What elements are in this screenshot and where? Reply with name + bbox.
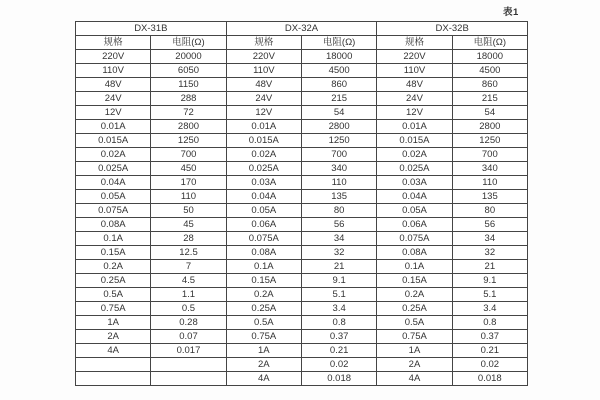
table-header [76, 22, 528, 50]
spec-cell: 48V [377, 78, 452, 92]
table-row [76, 344, 528, 358]
spec-cell: 110V [76, 64, 151, 78]
resistance-cell: 110 [301, 176, 376, 190]
resistance-cell: 72 [151, 106, 226, 120]
resistance-cell: 135 [452, 190, 527, 204]
spec-cell: 24V [76, 92, 151, 106]
spec-cell: 0.5A [76, 288, 151, 302]
spec-cell: 48V [226, 78, 301, 92]
resistance-cell: 0.8 [301, 316, 376, 330]
resistance-cell: 860 [301, 78, 376, 92]
spec-cell: 0.2A [76, 260, 151, 274]
spec-cell: 0.1A [377, 260, 452, 274]
table-row [76, 232, 528, 246]
resistance-cell: 0.37 [452, 330, 527, 344]
resistance-cell: 2800 [301, 120, 376, 134]
spec-cell: 4A [377, 372, 452, 386]
spec-cell: 0.25A [226, 302, 301, 316]
resistance-column-header: 电阻(Ω) [151, 36, 226, 50]
spec-cell: 4A [226, 372, 301, 386]
spec-cell: 0.03A [226, 176, 301, 190]
table-row [76, 260, 528, 274]
resistance-cell: 9.1 [301, 274, 376, 288]
resistance-cell: 3.4 [452, 302, 527, 316]
table-row [76, 162, 528, 176]
spec-cell: 220V [377, 50, 452, 64]
spec-cell: 0.08A [76, 218, 151, 232]
spec-cell [76, 372, 151, 386]
spec-cell: 24V [377, 92, 452, 106]
spec-cell: 0.05A [377, 204, 452, 218]
resistance-cell: 18000 [301, 50, 376, 64]
resistance-cell: 4500 [301, 64, 376, 78]
spec-cell: 0.05A [226, 204, 301, 218]
resistance-cell: 5.1 [301, 288, 376, 302]
resistance-cell: 0.018 [452, 372, 527, 386]
spec-cell: 0.2A [377, 288, 452, 302]
resistance-cell: 1250 [151, 134, 226, 148]
spec-cell: 1A [377, 344, 452, 358]
table-row [76, 190, 528, 204]
resistance-cell: 28 [151, 232, 226, 246]
resistance-cell: 0.07 [151, 330, 226, 344]
spec-cell: 0.03A [377, 176, 452, 190]
spec-cell: 2A [377, 358, 452, 372]
spec-cell: 0.25A [377, 302, 452, 316]
spec-cell: 0.02A [377, 148, 452, 162]
group-header-dx-32a: DX-32A [226, 22, 377, 36]
resistance-cell: 700 [452, 148, 527, 162]
resistance-cell: 4.5 [151, 274, 226, 288]
resistance-cell: 1250 [301, 134, 376, 148]
resistance-cell: 50 [151, 204, 226, 218]
spec-column-header: 规格 [226, 36, 301, 50]
spec-cell: 0.75A [377, 330, 452, 344]
column-header-row [76, 36, 528, 50]
spec-cell: 0.01A [377, 120, 452, 134]
spec-cell: 0.01A [226, 120, 301, 134]
resistance-cell: 0.28 [151, 316, 226, 330]
spec-cell: 0.75A [76, 302, 151, 316]
resistance-cell: 0.21 [301, 344, 376, 358]
spec-cell: 110V [377, 64, 452, 78]
resistance-cell [151, 372, 226, 386]
spec-cell: 0.15A [377, 274, 452, 288]
spec-cell: 0.015A [226, 134, 301, 148]
spec-cell: 0.15A [226, 274, 301, 288]
table-row [76, 372, 528, 386]
resistance-cell: 32 [452, 246, 527, 260]
resistance-cell: 288 [151, 92, 226, 106]
table-row [76, 204, 528, 218]
group-header-dx-31b: DX-31B [76, 22, 227, 36]
spec-cell: 0.075A [76, 204, 151, 218]
spec-cell: 0.075A [226, 232, 301, 246]
spec-cell: 220V [76, 50, 151, 64]
resistance-cell: 20000 [151, 50, 226, 64]
resistance-cell: 80 [452, 204, 527, 218]
resistance-cell: 80 [301, 204, 376, 218]
resistance-cell: 18000 [452, 50, 527, 64]
resistance-cell: 34 [452, 232, 527, 246]
resistance-cell: 45 [151, 218, 226, 232]
spec-cell: 0.25A [76, 274, 151, 288]
spec-cell [76, 358, 151, 372]
spec-cell: 0.06A [377, 218, 452, 232]
spec-cell: 220V [226, 50, 301, 64]
resistance-spec-table [75, 21, 528, 386]
resistance-cell: 54 [452, 106, 527, 120]
resistance-cell: 3.4 [301, 302, 376, 316]
resistance-cell: 32 [301, 246, 376, 260]
table-row [76, 316, 528, 330]
spec-column-header: 规格 [76, 36, 151, 50]
spec-cell: 0.1A [226, 260, 301, 274]
spec-cell: 0.075A [377, 232, 452, 246]
spec-cell: 4A [76, 344, 151, 358]
resistance-cell: 2800 [151, 120, 226, 134]
spec-cell: 0.04A [76, 176, 151, 190]
spec-cell: 0.02A [226, 148, 301, 162]
table-caption: 表1 [503, 7, 519, 18]
spec-cell: 0.025A [226, 162, 301, 176]
resistance-cell: 0.02 [452, 358, 527, 372]
table-row [76, 78, 528, 92]
spec-cell: 48V [76, 78, 151, 92]
table-row [76, 50, 528, 64]
resistance-cell: 700 [301, 148, 376, 162]
resistance-cell: 0.017 [151, 344, 226, 358]
resistance-cell: 5.1 [452, 288, 527, 302]
spec-cell: 0.025A [377, 162, 452, 176]
spec-cell: 0.06A [226, 218, 301, 232]
spec-column-header: 规格 [377, 36, 452, 50]
resistance-cell: 54 [301, 106, 376, 120]
spec-cell: 0.08A [226, 246, 301, 260]
resistance-cell [151, 358, 226, 372]
spec-cell: 0.5A [226, 316, 301, 330]
resistance-cell: 6050 [151, 64, 226, 78]
spec-cell: 1A [226, 344, 301, 358]
spec-cell: 0.04A [226, 190, 301, 204]
spec-cell: 0.05A [76, 190, 151, 204]
resistance-cell: 110 [151, 190, 226, 204]
resistance-cell: 0.37 [301, 330, 376, 344]
group-header-dx-32b: DX-32B [377, 22, 528, 36]
resistance-cell: 0.5 [151, 302, 226, 316]
resistance-cell: 56 [452, 218, 527, 232]
spec-cell: 12V [226, 106, 301, 120]
spec-cell: 0.5A [377, 316, 452, 330]
spec-cell: 24V [226, 92, 301, 106]
spec-cell: 1A [76, 316, 151, 330]
resistance-cell: 2800 [452, 120, 527, 134]
resistance-cell: 0.21 [452, 344, 527, 358]
table-row [76, 92, 528, 106]
spec-cell: 2A [226, 358, 301, 372]
table-row [76, 358, 528, 372]
table-row [76, 274, 528, 288]
spec-cell: 0.01A [76, 120, 151, 134]
spec-cell: 12V [377, 106, 452, 120]
spec-cell: 0.08A [377, 246, 452, 260]
resistance-cell: 340 [452, 162, 527, 176]
table-row [76, 218, 528, 232]
resistance-cell: 110 [452, 176, 527, 190]
resistance-column-header: 电阻(Ω) [301, 36, 376, 50]
table-row [76, 148, 528, 162]
spec-cell: 0.1A [76, 232, 151, 246]
resistance-cell: 215 [452, 92, 527, 106]
resistance-cell: 0.018 [301, 372, 376, 386]
resistance-cell: 7 [151, 260, 226, 274]
spec-cell: 0.015A [377, 134, 452, 148]
spec-cell: 0.15A [76, 246, 151, 260]
resistance-cell: 0.02 [301, 358, 376, 372]
resistance-cell: 34 [301, 232, 376, 246]
spec-cell: 0.015A [76, 134, 151, 148]
resistance-cell: 9.1 [452, 274, 527, 288]
resistance-cell: 4500 [452, 64, 527, 78]
table-row [76, 64, 528, 78]
resistance-cell: 215 [301, 92, 376, 106]
table-row [76, 120, 528, 134]
resistance-cell: 21 [452, 260, 527, 274]
spec-cell: 0.02A [76, 148, 151, 162]
spec-cell: 2A [76, 330, 151, 344]
group-header-row [76, 22, 528, 36]
table-row [76, 176, 528, 190]
resistance-cell: 12.5 [151, 246, 226, 260]
resistance-cell: 1.1 [151, 288, 226, 302]
spec-cell: 0.2A [226, 288, 301, 302]
table-row [76, 330, 528, 344]
spec-cell: 110V [226, 64, 301, 78]
resistance-cell: 21 [301, 260, 376, 274]
table-row [76, 106, 528, 120]
resistance-cell: 170 [151, 176, 226, 190]
resistance-cell: 135 [301, 190, 376, 204]
table-row [76, 134, 528, 148]
spec-cell: 0.75A [226, 330, 301, 344]
spec-cell: 12V [76, 106, 151, 120]
resistance-cell: 1150 [151, 78, 226, 92]
table-row [76, 246, 528, 260]
table-row [76, 302, 528, 316]
resistance-cell: 700 [151, 148, 226, 162]
resistance-cell: 860 [452, 78, 527, 92]
resistance-cell: 0.8 [452, 316, 527, 330]
table-body [76, 50, 528, 386]
resistance-cell: 56 [301, 218, 376, 232]
resistance-column-header: 电阻(Ω) [452, 36, 527, 50]
resistance-cell: 450 [151, 162, 226, 176]
spec-cell: 0.04A [377, 190, 452, 204]
resistance-cell: 1250 [452, 134, 527, 148]
spec-cell: 0.025A [76, 162, 151, 176]
resistance-cell: 340 [301, 162, 376, 176]
table-row [76, 288, 528, 302]
